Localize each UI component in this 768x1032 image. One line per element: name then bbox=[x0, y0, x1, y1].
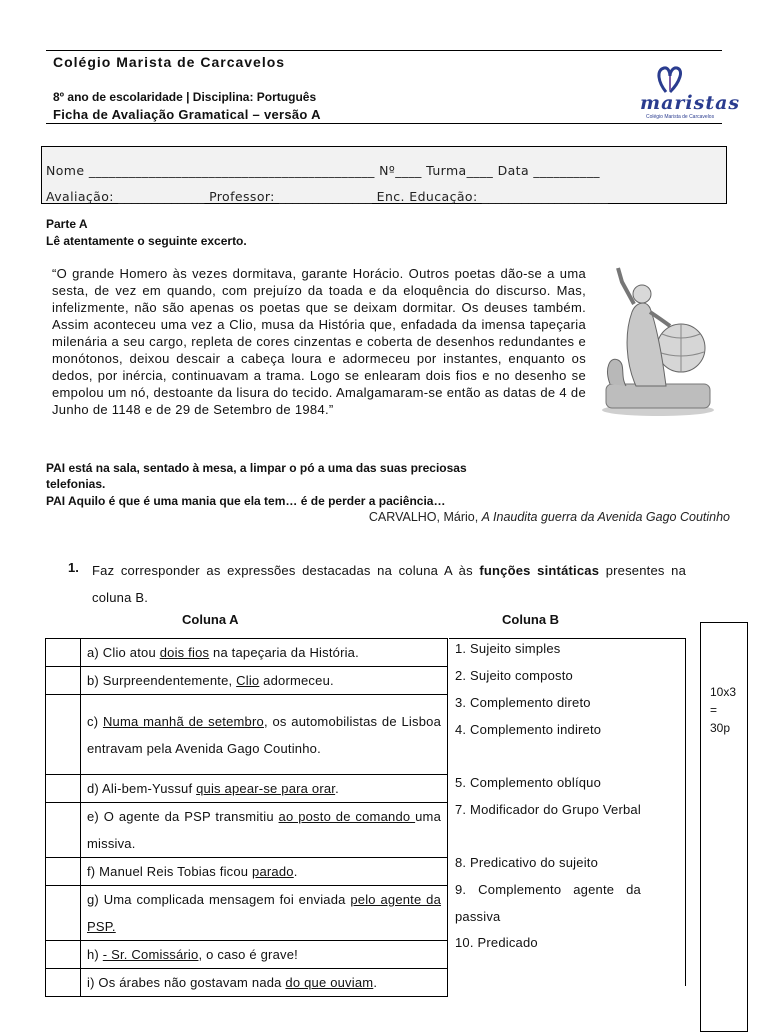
table-row bbox=[46, 803, 448, 858]
column-b-title: Coluna B bbox=[502, 612, 560, 627]
column-a-item: g) Uma complicada mensagem foi enviada pelo agente da PSP. bbox=[81, 886, 448, 941]
identification-line-2[interactable]: Avaliação: _____________ Professor: ______________ Enc. Educação: ___________________ bbox=[46, 189, 609, 204]
question-text bbox=[92, 557, 686, 611]
column-a-item: b) Surpreendentemente, Clio adormeceu. bbox=[81, 667, 448, 695]
answer-cell[interactable] bbox=[46, 969, 81, 997]
answer-cell[interactable] bbox=[46, 858, 81, 886]
clio-statue-image bbox=[596, 264, 718, 418]
table-row bbox=[46, 667, 448, 695]
column-a-title: Coluna A bbox=[182, 612, 239, 627]
table-row bbox=[46, 639, 448, 667]
score-line: = bbox=[710, 703, 718, 717]
score-box bbox=[700, 622, 748, 1032]
column-b-item: 8. Predicativo do sujeito bbox=[455, 855, 599, 870]
dialog-line: telefonias. bbox=[46, 477, 106, 491]
score-line: 10x3 bbox=[710, 685, 737, 699]
source-title: A Inaudita guerra da Avenida Gago Coutinho bbox=[481, 510, 730, 524]
column-a-item: h) - Sr. Comissário, o caso é grave! bbox=[81, 941, 448, 969]
logo-subtitle: Colégio Marista de Carcavelos bbox=[646, 114, 715, 120]
column-a-item: c) Numa manhã de setembro, os automobilistas de Lisboa entravam pela Avenida Gago Coutinho. bbox=[81, 695, 448, 775]
column-b-item: 4. Complemento indireto bbox=[455, 722, 602, 737]
column-a-item: e) O agente da PSP transmitiu ao posto de comando uma missiva. bbox=[81, 803, 448, 858]
part-title: Parte A bbox=[46, 217, 88, 231]
student-identification-box bbox=[41, 146, 727, 204]
table-row bbox=[46, 858, 448, 886]
question-number: 1. bbox=[68, 560, 79, 575]
table-row bbox=[46, 969, 448, 997]
logo-wordmark: maristas bbox=[640, 92, 741, 114]
column-a-item: i) Os árabes não gostavam nada do que ouviam. bbox=[81, 969, 448, 997]
answer-cell[interactable] bbox=[46, 941, 81, 969]
answer-cell[interactable] bbox=[46, 639, 81, 667]
column-b-item: 5. Complemento oblíquo bbox=[455, 775, 602, 790]
answer-cell[interactable] bbox=[46, 886, 81, 941]
table-row bbox=[46, 695, 448, 775]
column-b-list bbox=[449, 638, 686, 986]
column-b-item: 2. Sujeito composto bbox=[455, 668, 573, 683]
answer-cell[interactable] bbox=[46, 803, 81, 858]
score-line: 30p bbox=[710, 721, 731, 735]
dialog-line: PAI está na sala, sentado à mesa, a limpar o pó a uma das suas preciosas bbox=[46, 461, 467, 475]
column-a-table bbox=[45, 638, 448, 997]
source-citation bbox=[369, 510, 730, 524]
column-a-item: a) Clio atou dois fios na tapeçaria da História. bbox=[81, 639, 448, 667]
grade-discipline: 8º ano de escolaridade | Disciplina: Português bbox=[53, 90, 317, 104]
identification-line-1[interactable]: Nome ___________________________________________ Nº____ Turma____ Data __________ bbox=[46, 163, 600, 178]
header-rule bbox=[46, 123, 722, 124]
excerpt-text: “O grande Homero às vezes dormitava, garante Horácio. Outros poetas dão-se a uma sesta, de vez em quando, com prejuízo da toada e da eloquência do discurso. Mas, infelizmente, não são apenas os poetas que se deixam dormitar. Os deuses também. Assim aconteceu uma vez a Clio, musa da História que, enfadada da imensa tapeçaria milenária a seu cargo, repleta de cores cinzentas e coberta de desenhos redundantes e monótonos, deixou descair a cabeça loura e adormeceu por instantes, enquanto os dedos, por inércia, continuavam a trama. Logo se enlearam dois fios e no desenho se empolou um nó, destoante da lisura do tecido. Amalgamaram-se então as datas de 4 de Junho de 1148 e de 29 de Setembro de 1984.” bbox=[52, 266, 586, 417]
answer-cell[interactable] bbox=[46, 775, 81, 803]
column-b-item: 7. Modificador do Grupo Verbal bbox=[455, 802, 641, 817]
column-b-item: 1. Sujeito simples bbox=[455, 641, 561, 656]
question-text-part: Faz corresponder as expressões destacadas na coluna A às bbox=[92, 563, 480, 578]
maristas-logo bbox=[636, 64, 741, 124]
table-row bbox=[46, 775, 448, 803]
school-name: Colégio Marista de Carcavelos bbox=[53, 54, 286, 70]
table-row bbox=[46, 886, 448, 941]
worksheet-title: Ficha de Avaliação Gramatical – versão A bbox=[53, 107, 321, 122]
column-b-item: 9. Complemento agente da passiva bbox=[455, 882, 641, 924]
table-row bbox=[46, 941, 448, 969]
question-text-emphasis: funções sintáticas bbox=[479, 563, 600, 578]
part-instruction: Lê atentamente o seguinte excerto. bbox=[46, 234, 247, 248]
answer-cell[interactable] bbox=[46, 667, 81, 695]
dialog-line: PAI Aquilo é que é uma mania que ela tem… é de perder a paciência… bbox=[46, 494, 446, 508]
column-b-item: 10. Predicado bbox=[455, 935, 538, 950]
column-a-item: d) Ali-bem-Yussuf quis apear-se para orar. bbox=[81, 775, 448, 803]
column-a-item: f) Manuel Reis Tobias ficou parado. bbox=[81, 858, 448, 886]
score-text bbox=[710, 683, 736, 737]
question-text-part: presentes na coluna B. bbox=[92, 563, 687, 605]
column-b-item: 3. Complemento direto bbox=[455, 695, 591, 710]
answer-cell[interactable] bbox=[46, 695, 81, 775]
top-rule bbox=[46, 50, 722, 51]
source-author: CARVALHO, Mário, bbox=[368, 510, 482, 524]
